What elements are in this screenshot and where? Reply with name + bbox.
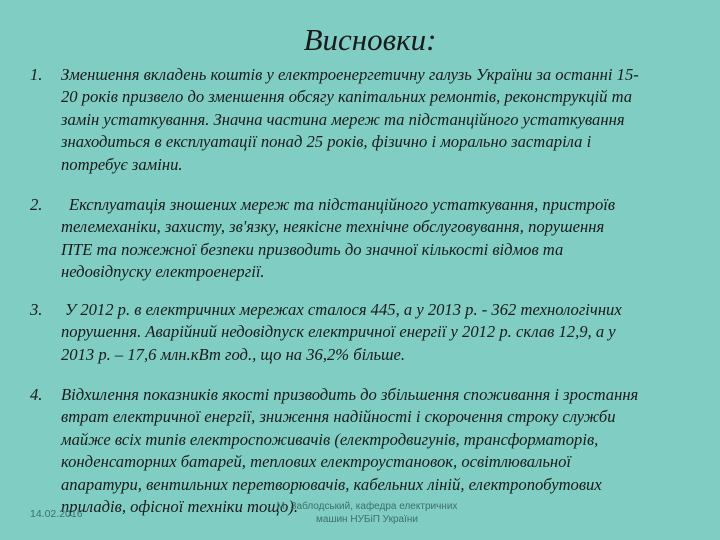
item-text-line: Відхилення показників якості призводить до збільшення споживання і зростання	[61, 385, 639, 404]
item-text-line: потребує заміни.	[61, 154, 183, 174]
item-text-line: апаратури, вентильних перетворювачів, кабельних ліній, електропобутових	[61, 474, 602, 494]
footer-date: 14.02.2016	[30, 508, 83, 520]
item-number: 3.	[30, 300, 43, 319]
item-number: 2.	[30, 195, 43, 214]
footer-org-line: М. Заблодський, кафедра електричних	[276, 501, 458, 512]
item-text-line: Експлуатація зношених мереж та підстанційного устаткування, пристроїв	[69, 195, 616, 214]
item-text-line: майже всіх типів електроспоживачів (електродвигунів, трансформаторів,	[61, 429, 599, 449]
list-item	[30, 194, 696, 284]
item-text-line: приладів, офісної техніки тощо).	[61, 497, 298, 517]
item-text-line: порушення. Аварійний недовідпуск електричної енергії у 2012 р. склав 12,9, а у	[61, 322, 616, 342]
slide-title: Висновки:	[303, 22, 437, 57]
item-number: 4.	[30, 385, 43, 404]
list-item	[30, 384, 696, 518]
item-text-line: недовідпуску електроенергії.	[61, 262, 265, 282]
item-text-line: У 2012 р. в електричних мережах сталося 445, а у 2013 р. - 362 технологічних	[65, 300, 622, 319]
footer-org-line: машин НУБіП України	[316, 514, 418, 525]
list-item	[30, 64, 696, 176]
item-number: 1.	[30, 65, 43, 84]
item-text-line: ПТЕ та пожежної безпеки призводить до значної кількості відмов та	[61, 239, 564, 259]
item-text-line: 20 років призвело до зменшення обсягу капітальних ремонтів, реконструкцій та	[61, 87, 633, 107]
item-text-line: 2013 р. – 17,6 млн.кВт год., що на 36,2% більше.	[61, 344, 406, 364]
item-text-line: конденсаторних батарей, теплових електроустановок, освітлювальної	[61, 452, 572, 472]
list-item	[30, 299, 696, 366]
footer-organization	[262, 500, 472, 526]
item-text-line: Зменшення вкладень коштів у електроенергетичну галузь України за останні 15-	[61, 65, 639, 84]
item-text-line: телемеханіки, захисту, зв'язку, неякісне технічне обслуговування, порушення	[61, 217, 605, 237]
item-text-line: знаходиться в експлуатації понад 25 років, фізично і морально застаріла і	[61, 132, 592, 152]
item-text-line: замін устаткування. Значна частина мереж та підстанційного устаткування	[61, 109, 625, 129]
item-text-line: втрат електричної енергії, зниження надійності і скорочення строку служби	[61, 407, 616, 427]
